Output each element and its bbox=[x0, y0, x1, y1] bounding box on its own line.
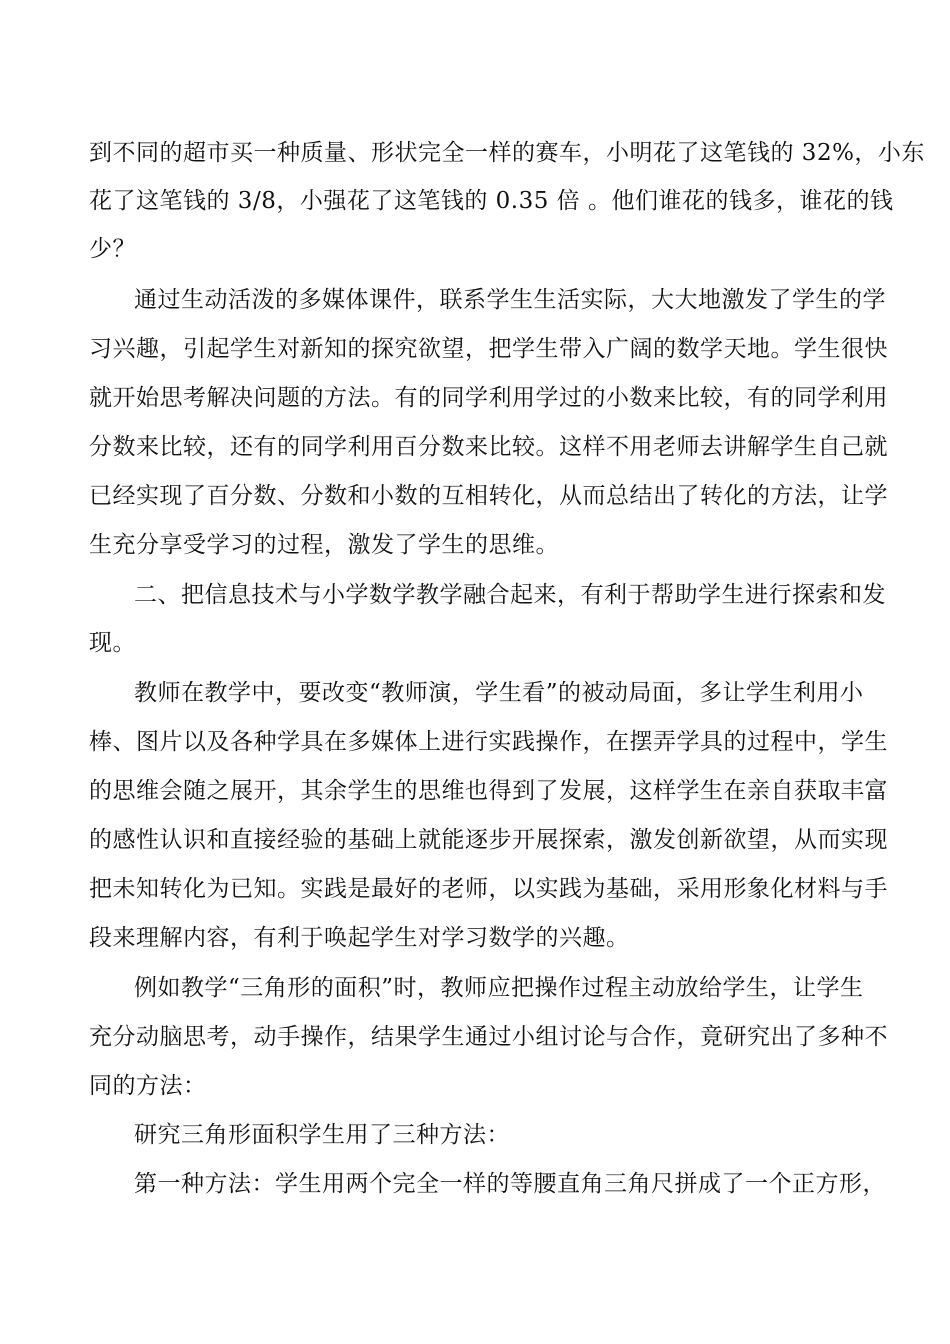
paragraph-line: 研究三角形面积学生用了三种方法： bbox=[134, 1122, 510, 1148]
paragraph-line: 生充分享受学习的过程，激发了学生的思维。 bbox=[89, 532, 559, 558]
paragraph-line: 的思维会随之展开，其余学生的思维也得到了发展，这样学生在亲自获取丰富 bbox=[89, 778, 888, 804]
paragraph-line: 第一种方法：学生用两个完全一样的等腰直角三角尺拼成了一个正方形， bbox=[134, 1171, 886, 1197]
paragraph-line: 就开始思考解决问题的方法。有的同学利用学过的小数来比较，有的同学利用 bbox=[89, 385, 888, 411]
section-heading-line: 现。 bbox=[89, 630, 136, 656]
paragraph-line: 同的方法： bbox=[89, 1073, 207, 1099]
paragraph-line: 已经实现了百分数、分数和小数的互相转化，从而总结出了转化的方法，让学 bbox=[89, 483, 888, 509]
paragraph-line: 段来理解内容，有利于唤起学生对学习数学的兴趣。 bbox=[89, 925, 630, 951]
paragraph-line: 花了这笔钱的 3/8，小强花了这笔钱的 0.35 倍 。他们谁花的钱多，谁花的钱 bbox=[89, 188, 894, 214]
paragraph-line: 少？ bbox=[89, 236, 136, 262]
paragraph-line: 通过生动活泼的多媒体课件，联系学生生活实际，大大地激发了学生的学 bbox=[134, 287, 886, 313]
paragraph-line: 把未知转化为已知。实践是最好的老师，以实践为基础，采用形象化材料与手 bbox=[89, 876, 888, 902]
paragraph-line: 习兴趣，引起学生对新知的探究欲望，把学生带入广阔的数学天地。学生很快 bbox=[89, 336, 888, 362]
paragraph-line: 教师在教学中，要改变“教师演，学生看”的被动局面，多让学生利用小 bbox=[134, 680, 864, 706]
paragraph-line: 的感性认识和直接经验的基础上就能逐步开展探索，激发创新欲望，从而实现 bbox=[89, 827, 888, 853]
paragraph-line: 分数来比较，还有的同学利用百分数来比较。这样不用老师去讲解学生自己就 bbox=[89, 434, 888, 460]
paragraph-line: 到不同的超市买一种质量、形状完全一样的赛车，小明花了这笔钱的 32%，小东 bbox=[89, 140, 925, 166]
paragraph-line: 充分动脑思考，动手操作，结果学生通过小组讨论与合作，竟研究出了多种不 bbox=[89, 1024, 888, 1050]
paragraph-line: 棒、图片以及各种学具在多媒体上进行实践操作，在摆弄学具的过程中，学生 bbox=[89, 729, 888, 755]
paragraph-line: 例如教学“三角形的面积”时，教师应把操作过程主动放给学生，让学生 bbox=[134, 975, 864, 1001]
section-heading-line: 二、把信息技术与小学数学教学融合起来，有利于帮助学生进行探索和发 bbox=[134, 582, 886, 608]
